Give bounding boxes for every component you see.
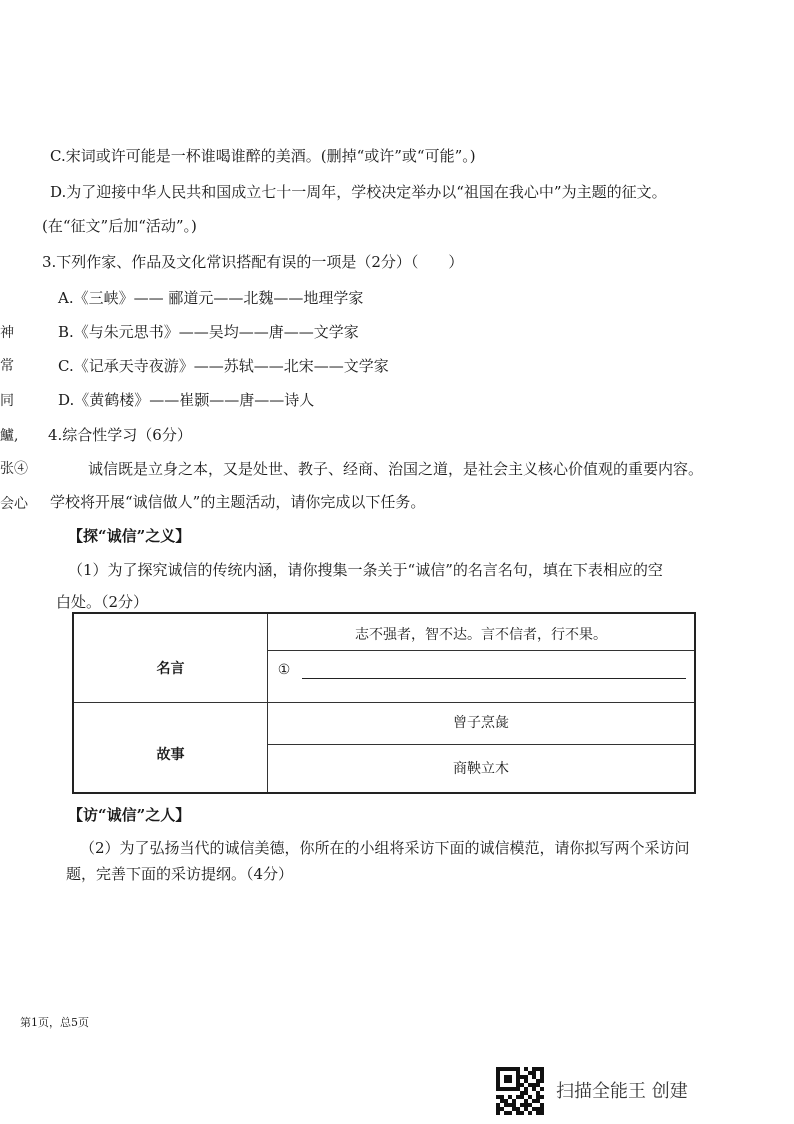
table-divider bbox=[267, 650, 694, 651]
q4-intro-line2: 学校将开展“诚信做人”的主题活动，请你完成以下任务。 bbox=[50, 493, 426, 511]
q3-option-d: D.《黄鹤楼》——崔颢——唐——诗人 bbox=[58, 391, 315, 409]
task1-line2: 白处。（2分） bbox=[56, 593, 149, 611]
scanner-watermark: 扫描全能王 创建 bbox=[556, 1081, 688, 1102]
section-heading-meaning: 【探“诚信”之义】 bbox=[68, 527, 191, 545]
story-cell: 曾子烹彘 bbox=[453, 715, 509, 731]
option-c-text: C.宋词或许可能是一杯谁喝谁醉的美酒。(删掉“或许”或“可能”。) bbox=[50, 147, 476, 165]
page-number: 第1页，总5页 bbox=[20, 1016, 89, 1029]
blank-marker: ① bbox=[277, 662, 291, 678]
quote-cell: 志不强者，智不达。言不信者，行不果。 bbox=[355, 627, 607, 643]
margin-fragment: 会心 bbox=[0, 496, 28, 512]
q3-option-b: B.《与朱元思书》——吴均——唐——文学家 bbox=[58, 323, 359, 341]
row-label-quote: 名言 bbox=[156, 661, 185, 677]
task2-line1: （2）为了弘扬当代的诚信美德，你所在的小组将采访下面的诚信模范，请你拟写两个采访问 bbox=[80, 839, 690, 857]
margin-fragment: 同 bbox=[0, 393, 14, 409]
question-3: 3.下列作家、作品及文化常识搭配有误的一项是（2分）（ ） bbox=[42, 253, 464, 271]
task2-line2: 题，完善下面的采访提纲。（4分） bbox=[66, 865, 294, 883]
margin-fragment: 张④ bbox=[0, 461, 28, 477]
table-divider bbox=[74, 702, 694, 703]
answer-blank[interactable] bbox=[302, 678, 686, 679]
quotes-stories-table bbox=[72, 612, 696, 794]
task1-line1: （1）为了探究诚信的传统内涵，请你搜集一条关于“诚信”的名言名句，填在下表相应的空 bbox=[68, 561, 663, 579]
q4-intro-line1: 诚信既是立身之本，又是处世、教子、经商、治国之道，是社会主义核心价值观的重要内容。 bbox=[88, 460, 704, 478]
question-4: 4.综合性学习（6分） bbox=[48, 426, 192, 444]
margin-fragment: 常 bbox=[0, 358, 14, 374]
q3-option-a: A.《三峡》—— 郦道元——北魏——地理学家 bbox=[58, 289, 364, 307]
option-d-revision: (在“征文”后加“活动”。) bbox=[42, 217, 197, 235]
section-heading-people: 【访“诚信”之人】 bbox=[68, 806, 191, 824]
table-divider bbox=[267, 744, 694, 745]
row-label-story: 故事 bbox=[156, 747, 185, 763]
margin-fragment: 鱸, bbox=[0, 428, 19, 444]
option-d-text: D.为了迎接中华人民共和国成立七十一周年，学校决定举办以“祖国在我心中”为主题的征文。 bbox=[50, 183, 667, 201]
q3-option-c: C.《记承天寺夜游》——苏轼——北宋——文学家 bbox=[58, 357, 389, 375]
qr-code-icon bbox=[496, 1067, 544, 1115]
margin-fragment: 神 bbox=[0, 325, 14, 341]
story-cell: 商鞅立木 bbox=[453, 761, 509, 777]
